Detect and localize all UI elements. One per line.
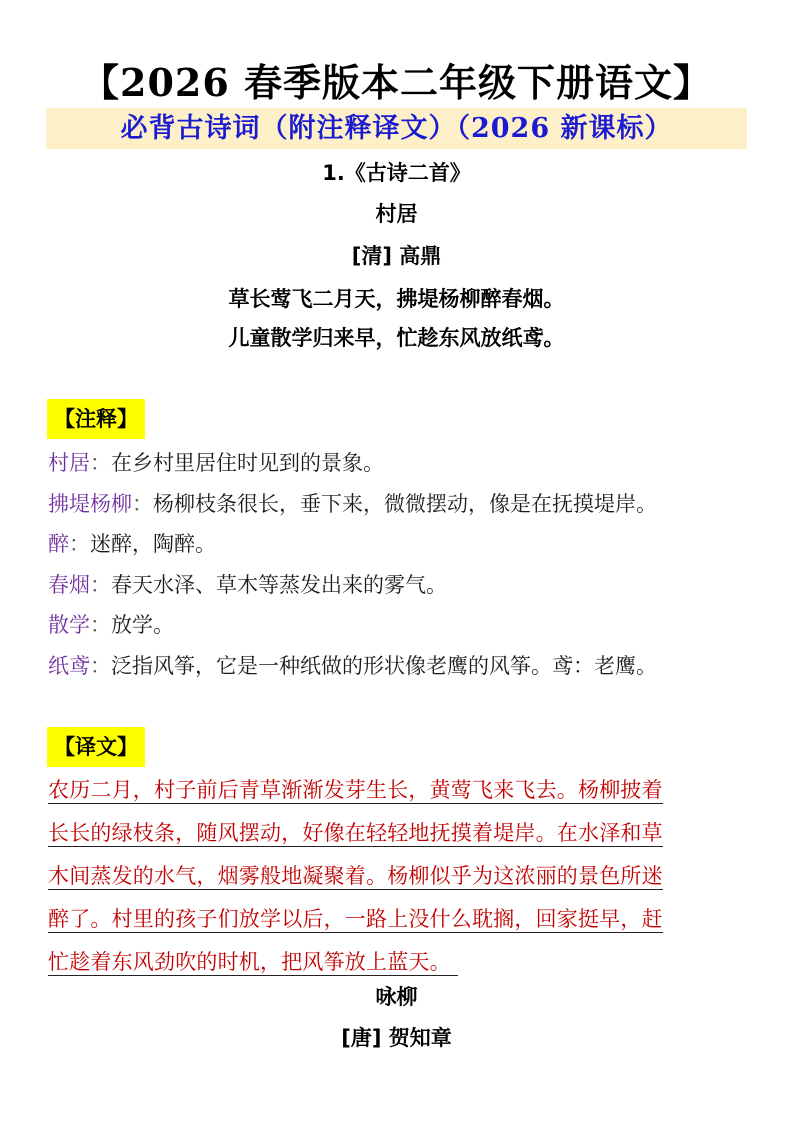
page-title: 【2026 春季版本二年级下册语文】 xyxy=(81,60,712,105)
note-colon: ： xyxy=(69,532,90,556)
translation-line xyxy=(48,900,748,943)
poem-author: [唐] 贺知章 xyxy=(341,1026,452,1050)
note-item xyxy=(48,565,768,606)
note-definition: 在乡村里居住时见到的景象。 xyxy=(111,451,384,475)
note-term: 拂堤杨柳 xyxy=(48,491,132,516)
note-definition: 杨柳枝条很长，垂下来，微微摆动，像是在抚摸堤岸。 xyxy=(153,491,657,516)
note-item xyxy=(48,484,768,525)
translation-line-text: 长长的绿枝条，随风摆动，好像在轻轻地抚摸着堤岸。在水泽和草 xyxy=(48,821,663,845)
note-colon: ： xyxy=(90,572,111,597)
poem-author: [清] 高鼎 xyxy=(351,244,442,268)
translation-text xyxy=(48,771,748,986)
note-item xyxy=(48,605,768,646)
translation-line xyxy=(48,857,748,900)
note-term: 散学 xyxy=(48,613,90,637)
translation-line xyxy=(48,771,748,814)
note-term: 纸鸢 xyxy=(48,653,90,678)
poem-line: 草长莺飞二月天，拂堤杨柳醉春烟。 xyxy=(228,287,565,311)
poem-line: 儿童散学归来早，忙趁东风放纸鸢。 xyxy=(228,326,565,350)
note-item xyxy=(48,443,768,484)
translation-line xyxy=(48,814,748,857)
notes-list xyxy=(48,443,768,686)
note-definition: 迷醉，陶醉。 xyxy=(90,532,216,556)
page-subtitle: 必背古诗词（附注释译文）（2026 新课标） xyxy=(120,113,673,144)
note-term: 村居 xyxy=(48,451,90,475)
note-definition: 泛指风筝，它是一种纸做的形状像老鹰的风筝。鸢：老鹰。 xyxy=(111,653,657,678)
note-definition: 春天水泽、草木等蒸发出来的雾气。 xyxy=(111,572,447,597)
translation-line-text: 醉了。村里的孩子们放学以后，一路上没什么耽搁，回家挺早，赶 xyxy=(48,907,663,931)
translation-line-text: 农历二月，村子前后青草渐渐发芽生长，黄莺飞来飞去。杨柳披着 xyxy=(48,778,663,802)
note-term: 醉 xyxy=(48,532,69,556)
poem-title: 村居 xyxy=(375,202,418,226)
lesson-heading: 1.《古诗二首》 xyxy=(322,161,471,185)
note-term: 春烟 xyxy=(48,572,90,597)
translation-line-text: 木间蒸发的水气，烟雾般地凝聚着。杨柳似乎为这浓丽的景色所迷 xyxy=(48,864,663,888)
note-item xyxy=(48,646,768,687)
notes-label: 【注释】 xyxy=(47,399,145,439)
poem-title: 咏柳 xyxy=(375,985,418,1009)
note-colon: ： xyxy=(90,451,111,475)
note-colon: ： xyxy=(132,491,153,516)
translation-line-text: 忙趁着东风劲吹的时机，把风筝放上蓝天。 xyxy=(48,950,458,974)
note-colon: ： xyxy=(90,613,111,637)
note-definition: 放学。 xyxy=(111,613,174,637)
note-colon: ： xyxy=(90,653,111,678)
note-item xyxy=(48,524,768,565)
translation-line xyxy=(48,943,748,986)
translation-label: 【译文】 xyxy=(47,727,145,767)
